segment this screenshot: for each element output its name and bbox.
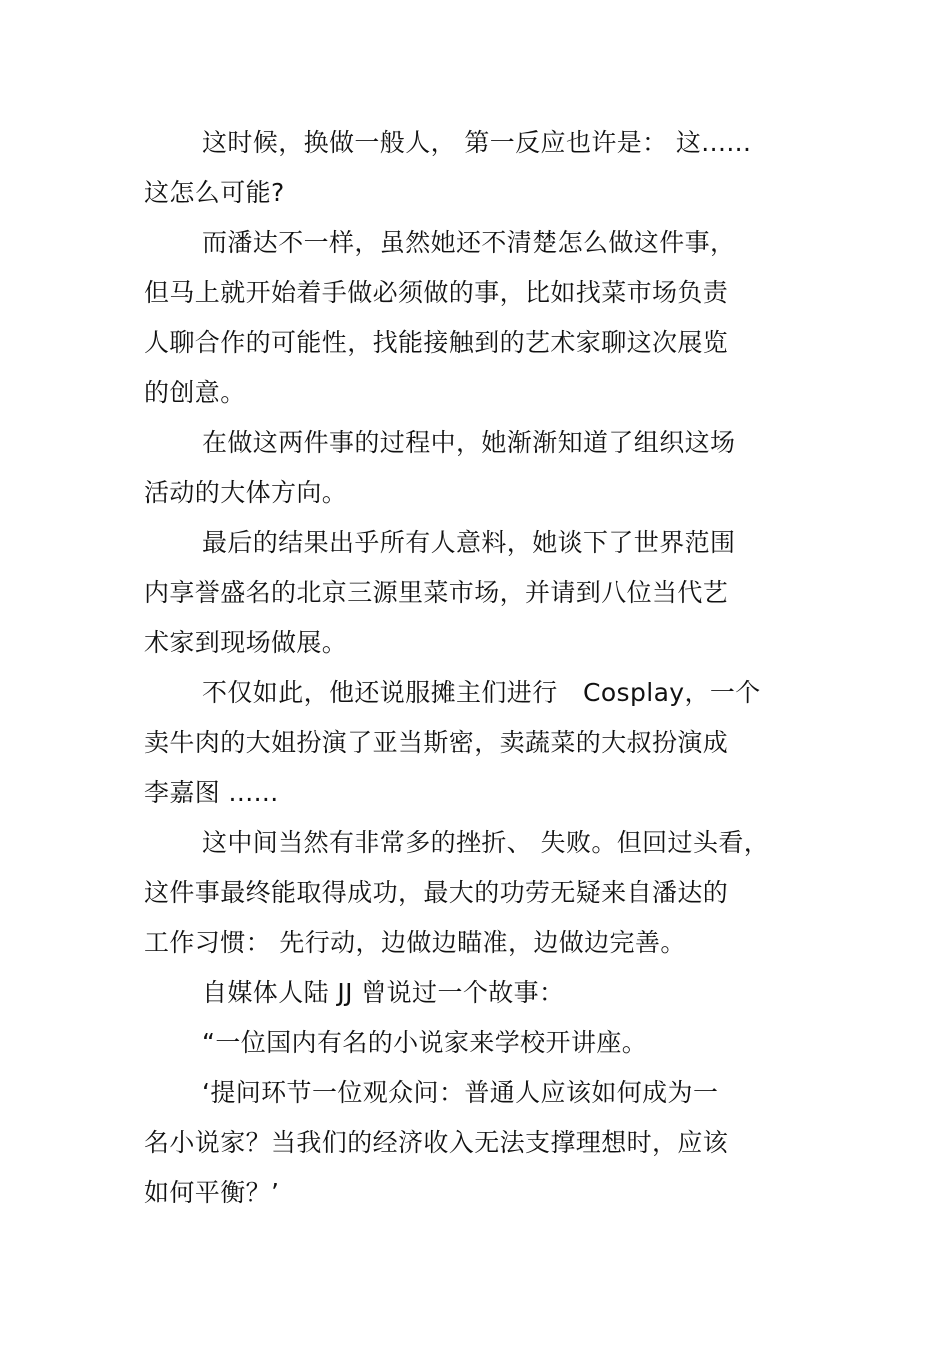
text-line: 最后的结果出乎所有人意料，她谈下了世界范围	[202, 528, 736, 557]
text-line: 的创意。	[144, 378, 246, 407]
text-line: 内享誉盛名的北京三源里菜市场，并请到八位当代艺	[144, 578, 729, 607]
paragraph	[144, 418, 804, 518]
paragraph	[144, 818, 804, 968]
text-line: 这件事最终能取得成功，最大的功劳无疑来自潘达的	[144, 878, 729, 907]
text-line: 李嘉图 ......	[144, 778, 279, 807]
text-line: ‘提问环节一位观众问：普通人应该如何成为一	[202, 1078, 719, 1107]
text-line: 卖牛肉的大姐扮演了亚当斯密，卖蔬菜的大叔扮演成	[144, 728, 729, 757]
text-line: 不仅如此，他还说服摊主们进行 Cosplay，一个	[202, 678, 761, 707]
text-line: 自媒体人陆 JJ 曾说过一个故事：	[202, 978, 565, 1007]
paragraph	[144, 218, 804, 418]
text-line: 这怎么可能?	[144, 178, 285, 207]
text-line: 在做这两件事的过程中，她渐渐知道了组织这场	[202, 428, 736, 457]
paragraph	[144, 518, 804, 668]
paragraph	[144, 1068, 804, 1218]
text-line: 工作习惯： 先行动，边做边瞄准，边做边完善。	[144, 928, 686, 957]
text-line: 术家到现场做展。	[144, 628, 348, 657]
text-line: 人聊合作的可能性，找能接触到的艺术家聊这次展览	[144, 328, 729, 357]
text-line: 而潘达不一样，虽然她还不清楚怎么做这件事，	[202, 228, 736, 257]
text-line: 但马上就开始着手做必须做的事，比如找菜市场负责	[144, 278, 729, 307]
text-line: 这时候，换做一般人， 第一反应也许是： 这......	[202, 128, 752, 157]
text-line: “一位国内有名的小说家来学校开讲座。	[202, 1028, 648, 1057]
paragraph	[144, 1018, 804, 1068]
paragraph	[144, 118, 804, 218]
text-line: 这中间当然有非常多的挫折、 失败。但回过头看，	[202, 828, 770, 857]
text-line: 如何平衡？’	[144, 1178, 280, 1207]
text-line: 活动的大体方向。	[144, 478, 348, 507]
text-line: 名小说家？当我们的经济收入无法支撑理想时，应该	[144, 1128, 729, 1157]
article-body	[144, 118, 804, 1218]
paragraph	[144, 968, 804, 1018]
paragraph	[144, 668, 804, 818]
